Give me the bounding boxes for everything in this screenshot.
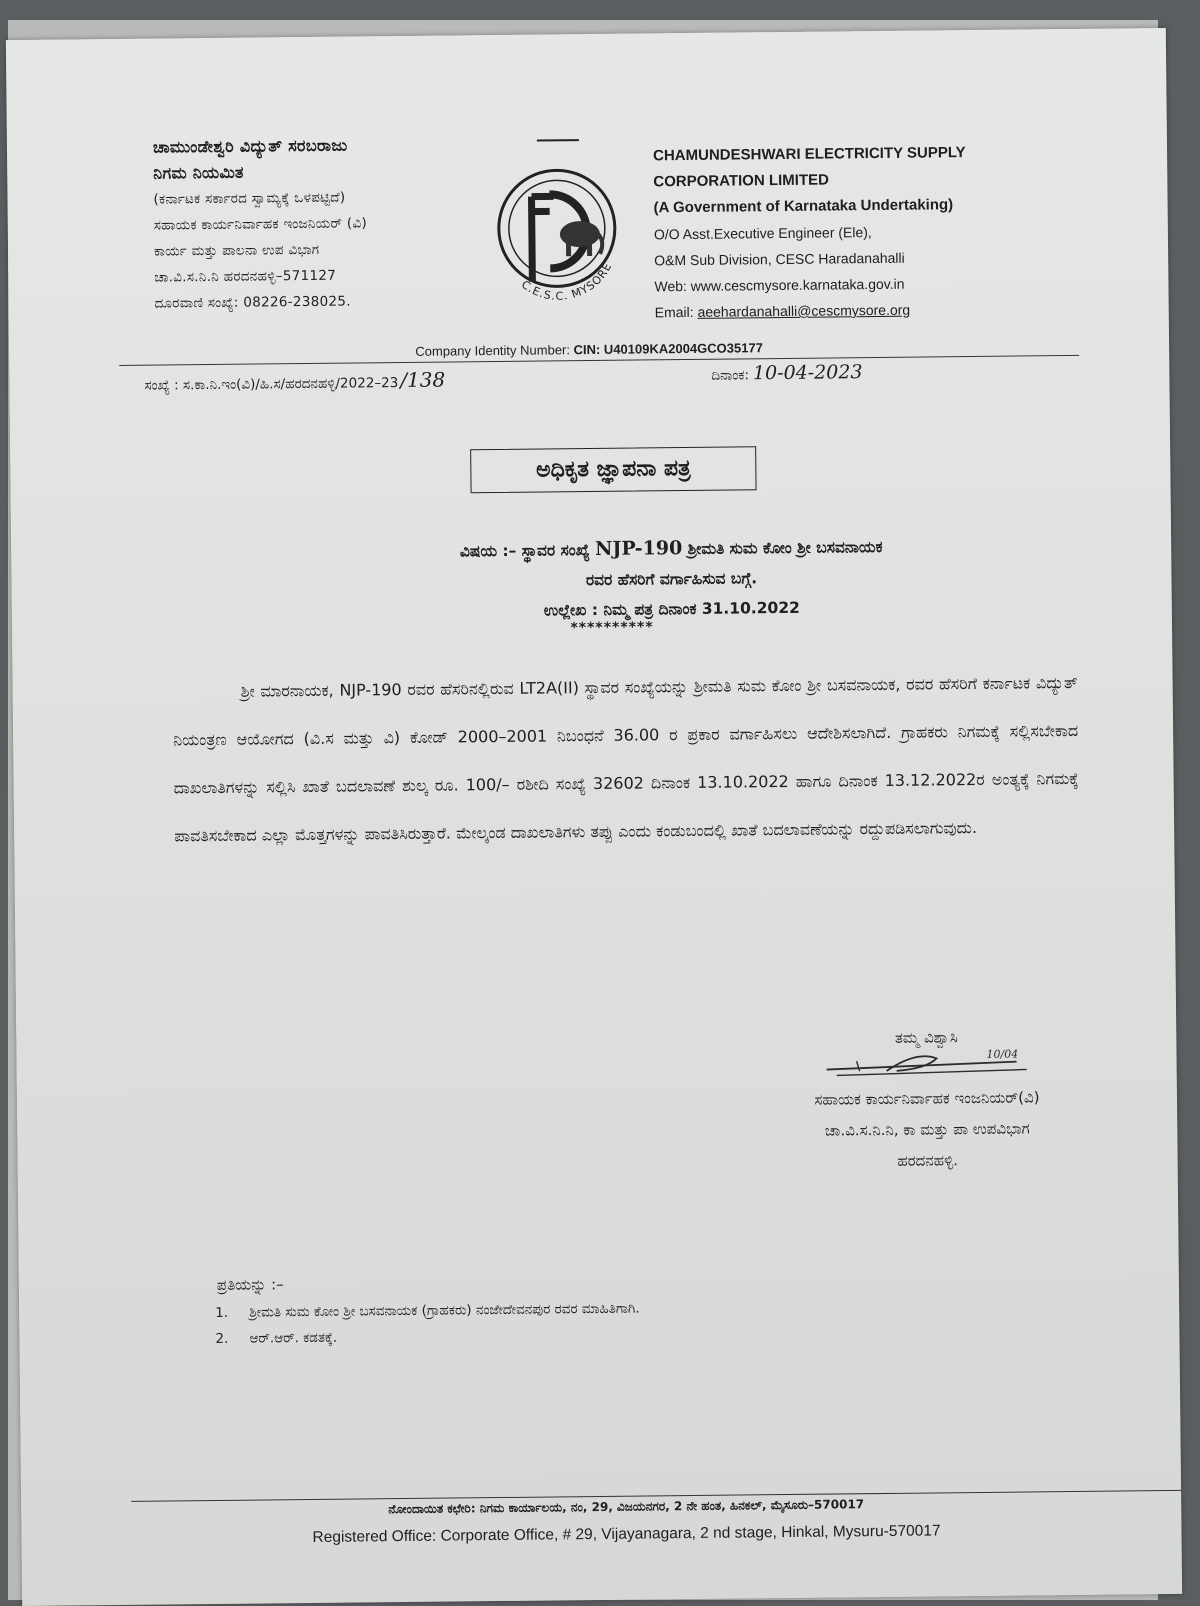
govt-undertaking-kannada: (ಕರ್ನಾಟಕ ಸರ್ಕಾರದ ಸ್ವಾಮ್ಯಕ್ಕೆ ಒಳಪಟ್ಟಿದೆ) [153,183,493,213]
body-paragraph: ಶ್ರೀ ಮಾರನಾಯಕ, NJP-190 ರವರ ಹೆಸರಿನಲ್ಲಿರುವ LT2A(II) ಸ್ಥಾವರ ಸಂಖ್ಯೆಯನ್ನು ಶ್ರೀಮತಿ ಸುಮ ಕೋಂ ಶ್ರೀ ಬಸವನಾಯಕ, ರವರ ಹೆಸರಿಗೆ ಕರ್ನಾಟಕ ವಿದ್ಯುತ್ ನಿಯಂತ್ರಣ ಆಯೋಗದ (ವಿ.ಸ ಮತ್ತು ವಿ) ಕೋಡ್ 2000–2001 ನಿಬಂಧನೆ 36.00 ರ ಪ್ರಕಾರ ವರ್ಗಾಹಿಸಲು ಆದೇಶಿಸಲಾಗಿದೆ. ಗ್ರಾಹಕರು ನಿಗಮಕ್ಕೆ ಸಲ್ಲಿಸಬೇಕಾದ ದಾಖಲಾತಿಗಳನ್ನು ಸಲ್ಲಿಸಿ ಖಾತೆ ಬದಲಾವಣೆ ಶುಲ್ಕ ರೂ. 100/– ರಶೀದಿ ಸಂಖ್ಯೆ 32602 ದಿನಾಂಕ 13.10.2022 ಹಾಗೂ ದಿನಾಂಕ 13.12.2022ರ ಅಂತ್ಯಕ್ಕೆ ನಿಗಮಕ್ಕೆ ಪಾವತಿಸಬೇಕಾದ ಎಲ್ಲಾ ಮೊತ್ತಗಳನ್ನು ಪಾವತಿಸಿರುತ್ತಾರೆ. ಮೇಲ್ಕಂಡ ದಾಖಲಾತಿಗಳು ತಪ್ಪು ಎಂದು ಕಂಡುಬಂದಲ್ಲಿ ಖಾತೆ ಬದಲಾವಣೆಯನ್ನು ರದ್ದುಪಡಿಸಲಾಗುವುದು. [172,659,1079,860]
letter-page [6,28,1182,1606]
signatory-office: ಚಾ.ವಿ.ಸ.ನಿ.ನಿ, ಕಾ ಮತ್ತು ಪಾ ಉಪವಿಭಾಗ [737,1113,1117,1148]
footer-kannada: ನೋಂದಾಯಿತ ಕಛೇರಿ: ನಿಗಮ ಕಾರ್ಯಾಲಯ, ನಂ, 29, ವಿಜಯನಗರ, 2 ನೇ ಹಂತ, ಹಿನಕಲ್, ಮೈಸೂರು–570017 [21,1494,1181,1521]
letter-date [711,361,862,385]
copy-item-number: 1. [215,1300,249,1326]
division-english: O&M Sub Division, CESC Haradanahalli [654,244,1004,274]
copy-item-text: ಶ್ರೀಮತಿ ಸುಮ ಕೋಂ ಶ್ರೀ ಬಸವನಾಯಕ (ಗ್ರಾಹಕರು) ನಂಜೇದೇವನಪುರ ರವರ ಮಾಹಿತಿಗಾಗಿ. [249,1301,640,1321]
subject-suffix: ಶ್ರೀಮತಿ ಸುಮ ಕೋಂ ಶ್ರೀ ಬಸವನಾಯಕ [682,538,882,558]
reference-number-handwritten: /138 [400,368,445,392]
signature-block [736,1021,1118,1179]
cin-label: Company Identity Number: [415,342,573,359]
installation-code: NJP-190 [595,537,682,560]
email-link[interactable]: aeehardanahalli@cescmysore.org [697,302,910,320]
copy-item [215,1322,640,1352]
org-name-english-line1: CHAMUNDESHWARI ELECTRICITY SUPPLY [653,140,1003,170]
subject-block [351,530,992,628]
office-english: O/O Asst.Executive Engineer (Ele), [654,218,1004,248]
govt-undertaking-english: (A Government of Karnataka Undertaking) [653,192,1003,222]
signature-date: 10/04 [986,1048,1018,1061]
org-name-kannada-line1: ಚಾಮುಂಡೇಶ್ವರಿ ವಿದ್ಯುತ್ ಸರಬರಾಜು [153,131,493,161]
email-line [655,296,1005,326]
address-kannada: ಚಾ.ವಿ.ಸ.ನಿ.ನಿ ಹರದನಹಳ್ಳಿ–571127 [154,261,494,291]
division-kannada: ಕಾರ್ಯ ಮತ್ತು ಪಾಲನಾ ಉಪ ವಿಭಾಗ [154,235,494,265]
date-label: ದಿನಾಂಕ: [711,367,749,383]
cin-line [9,336,1169,363]
signature-space [737,1052,1117,1086]
reference-line: ಉಲ್ಲೇಖ : ನಿಮ್ಮ ಪತ್ರ ದಿನಾಂಕ 31.10.2022 [352,591,992,628]
copies-heading: ಪ್ರತಿಯನ್ನು :– [217,1272,640,1294]
cin-value: CIN: U40109KA2004GCO35177 [573,340,762,357]
logo-text: C.E.S.C. MYSORE [519,260,615,303]
footer-english: Registered Office: Corporate Office, # 29, Vijayanagara, 2 nd stage, Hinkal, Mysuru-570017 [21,1520,1181,1550]
subject-line2: ರವರ ಹೆಸರಿಗೆ ವರ್ಗಾಹಿಸುವ ಬಗ್ಗೆ. [351,561,991,598]
signatory-place: ಹರದನಹಳ್ಳಿ. [737,1144,1117,1179]
separator-stars: ********** [12,614,1172,642]
copies-to [215,1272,640,1352]
copy-item-number: 2. [215,1326,249,1352]
reference-number [144,368,445,395]
subject-prefix: ವಿಷಯ :– ಸ್ಥಾವರ ಸಂಖ್ಯೆ [460,541,595,560]
closing-text: ತಮ್ಮ ವಿಶ್ವಾಸಿ [736,1021,1116,1056]
header-kannada [153,131,495,317]
header-english [653,140,1005,326]
phone-kannada: ದೂರವಾಣಿ ಸಂಖ್ಯೆ: 08226-238025. [154,287,494,317]
signatory-designation: ಸಹಾಯಕ ಕಾರ್ಯನಿರ್ವಾಹಕ ಇಂಜನಿಯರ್(ವಿ) [737,1082,1117,1117]
office-kannada: ಸಹಾಯಕ ಕಾರ್ಯನಿರ್ವಾಹಕ ಇಂಜನಿಯರ್ (ವಿ) [154,209,494,239]
email-label: Email: [655,304,698,320]
copy-item-text: ಆರ್.ಆರ್. ಕಡತಕ್ಕೆ. [249,1330,337,1347]
cesc-logo-icon [491,136,623,317]
org-name-kannada-line2: ನಿಗಮ ನಿಯಮಿತ [153,157,493,187]
date-handwritten: 10-04-2023 [753,361,863,384]
org-name-english-line2: CORPORATION LIMITED [653,166,1003,196]
copy-item [215,1296,640,1326]
website: Web: www.cescmysore.karnataka.gov.in [654,270,1004,300]
reference-number-printed: ಸಂಖ್ಯೆ : ಸ.ಕಾ.ನಿ.ಇಂ(ವಿ)/ಹಿ.ಸ/ಹರದನಹಳ್ಳಿ/2022–23 [144,375,398,394]
document-title: ಅಧಿಕೃತ ಜ್ಞಾಪನಾ ಪತ್ರ [470,446,756,493]
